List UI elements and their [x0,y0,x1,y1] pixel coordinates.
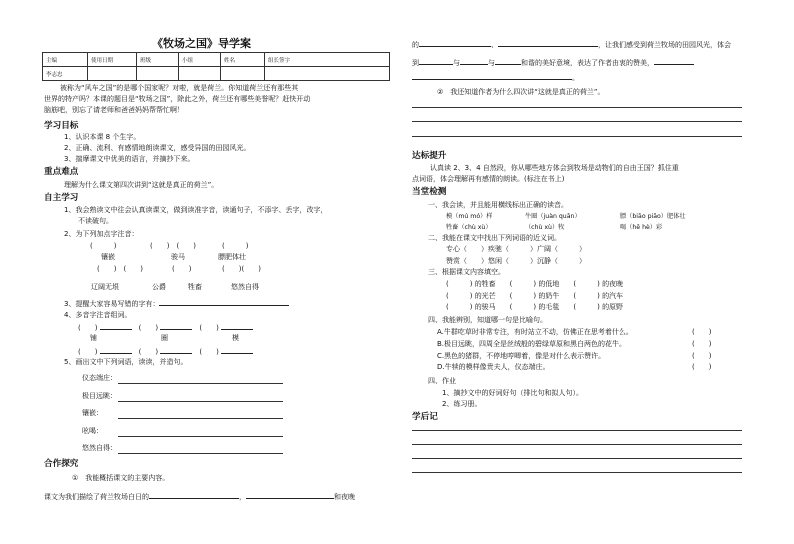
cooperate-question: ① 我能概括课文的主要内容。 [72,474,170,482]
intro-line: 世界的特产吗？本课的题目是“牧场之国”，除此之外，荷兰还有哪些美誉呢？赶快开动 [44,95,311,103]
pinyin-choice: 牲畜（chù xù） [446,224,492,231]
pinyin-choice: 模（mú mó）样 [446,213,493,220]
pinyin-blank: ( )( ) [222,265,261,273]
key-heading: 重点难点 [44,167,79,177]
answer-line [118,436,283,437]
info-table [42,52,390,81]
fill-row: ( ) 的骏马 ( ) 的毛毯 ( ) 的原野 [446,303,624,311]
answer-line [412,430,742,431]
check-question: 四、我能辨别，知道哪一句是比喻句。 [428,316,547,324]
homework-item: 2、练习册。 [442,400,482,408]
info-header-row [43,53,390,67]
intro-line: 脑筋吧，别忘了请老师和爸爸妈妈帮帮忙啊！ [44,106,184,114]
key-text: 理解为什么课文第四次讲到“这就是真正的荷兰”。 [64,181,219,189]
afterword-heading: 学后记 [412,412,438,422]
self-study-item: 5、画出文中下列词语，读读，并造句。 [64,358,188,366]
polyphone-char: 铺 [90,334,97,342]
word: 镶嵌 [101,253,115,261]
metaphor-option: D.牛犊的模样像贵夫人，仪态端庄。 [437,363,550,371]
info-value-row [43,67,390,81]
pinyin-choice: 牛圈（juàn quān） [525,213,581,220]
improve-text: 认真读 2、3、4 自然段，你从哪些地方体会到牧场是动物们的自由王国？抓住重 [430,164,679,172]
answer-line [412,107,742,108]
word: 悠然自得 [231,283,259,291]
check-question: 三、根据课文内容填空。 [428,268,505,276]
word: 辽阔无垠 [91,283,119,291]
info-value-cell: 李志忠 [43,67,88,81]
improve-heading: 达标提升 [412,151,447,161]
info-value-cell [179,67,221,81]
pinyin-blank: ( ) [222,242,249,250]
answer-line [412,136,742,137]
cooperate-question: ② 我还知道作者为什么四次讲“这就是真正的荷兰”。 [437,88,605,96]
pinyin-choice: 喝（hē hè）彩 [620,224,663,231]
summary-line: 的 、 ，让我们感受到荷兰牧场的田园风光，体会 [412,41,731,49]
intro-line: 被称为“风车之国”的是哪个国家呢？对啦，就是荷兰。你知道荷兰还有那些其 [60,84,299,92]
page-title: 《牧场之国》导学案 [152,37,251,50]
pinyin-blank: ( ) [172,265,192,273]
self-study-item: 2、为下列加点字注音： [64,230,139,238]
goal-item: 2、正确、流利、有感情地朗读课文，感受异国的田园风光。 [64,144,251,152]
summary-line: 课文为我们描绘了荷兰牧场白日的 ， 和夜晚 [44,493,355,501]
improve-text: 点词语，体会理解再有感情的朗读。(标注在书上) [412,175,565,183]
phrase-label: 吆喝： [82,427,103,435]
answer-line [412,121,742,122]
info-header-cell: 组长签字 [265,53,390,67]
goal-item: 1、认识本课 8 个生字。 [64,133,141,141]
self-study-item: 1、我会熟读文中往会认真读课文，做到读准字音，读通句子，不添字、丢字，改字， [64,206,328,214]
metaphor-option: B.极目远眺，四周全是丝绒般的碧绿草原和黑白两色的花牛。 [437,340,627,348]
summary-line: 。 [412,72,579,83]
info-value-cell [137,67,179,81]
word: 骏马 [171,253,185,261]
answer-line [118,453,283,454]
polyphone-row: ( ) ( ) ( ) [78,322,253,333]
pinyin-choice: （chù xù）牧 [525,224,565,231]
answer-line [118,383,283,384]
answer-paren: ( ) [692,340,712,348]
info-value-cell [221,67,265,81]
check-heading: 当堂检测 [412,187,447,197]
word: 膘肥体壮 [218,253,246,261]
phrase-label: 极目远眺： [82,392,117,400]
info-header-cell: 使用日期 [88,53,137,67]
fill-row: ( ) 的牲畜 ( ) 的低地 ( ) 的夜晚 [446,280,624,288]
cooperate-heading: 合作探究 [44,459,79,469]
word: 牲畜 [188,283,202,291]
info-value-cell [88,67,137,81]
goal-item: 3、揣摩课文中优美的语言，并摘抄下来。 [64,155,195,163]
phrase-label: 镶嵌： [82,409,103,417]
self-study-item: 不读破句。 [78,217,113,225]
polyphone-char: 圈 [161,334,168,342]
metaphor-option: A.牛群吃草时非常专注，有时站立不动，仿佛正在思考着什么。 [437,328,633,336]
answer-paren: ( ) [692,363,712,371]
info-header-cell: 班级 [137,53,179,67]
answer-line [412,444,742,445]
self-study-heading: 自主学习 [44,193,79,203]
answer-paren: ( ) [692,352,712,360]
goals-heading: 学习目标 [44,121,79,131]
info-header-cell: 小组 [179,53,221,67]
polyphone-char: 模 [232,334,239,342]
summary-line: 到 与 与 和谐的美好意境，表达了作者由衷的赞美， [412,57,694,68]
answer-line [412,472,742,473]
polyphone-row: ( ) ( ) ( ) [78,346,253,357]
metaphor-option: C.黑色的猪群，不停地哼唧着，像是对什么表示赞许。 [437,352,606,360]
fill-row: ( ) 的光芒 ( ) 的奶牛 ( ) 的汽车 [446,292,624,300]
check-question: 一、我会读，并且能用横线标出正确的读音。 [428,201,568,209]
phrase-label: 悠然自得： [82,444,117,452]
info-value-cell [265,67,390,81]
self-study-item: 4、多音字注音组词。 [64,311,132,319]
answer-paren: ( ) [692,328,712,336]
answer-line [118,418,283,419]
info-header-cell: 主编 [43,53,88,67]
pinyin-blank: ( ) [90,242,117,250]
pinyin-blank: ( ) ( ) [97,265,143,273]
info-header-cell: 姓名 [221,53,265,67]
synonym-row: 赞赏（ ）悠闲（ ）沉静（ ） [446,257,586,265]
self-study-item: 3、提醒大家容易写错的字有： [64,298,289,309]
homework-item: 1、摘抄文中的好词好句（排比句和拟人句）。 [442,389,583,397]
phrase-label: 仪态端庄： [82,374,117,382]
check-question: 二、我能在课文中找出下列词语的近义词。 [428,234,561,242]
word: 公爵 [152,283,166,291]
pinyin-choice: 膘（biāo piāo）肥体壮 [620,213,686,220]
answer-line [118,401,283,402]
pinyin-blank: ( ) ( ) [150,242,196,250]
homework-heading: 四、作业 [428,377,456,385]
synonym-row: 专心（ ）疾驰（ ）广阔（ ） [446,245,586,253]
answer-line [412,458,742,459]
